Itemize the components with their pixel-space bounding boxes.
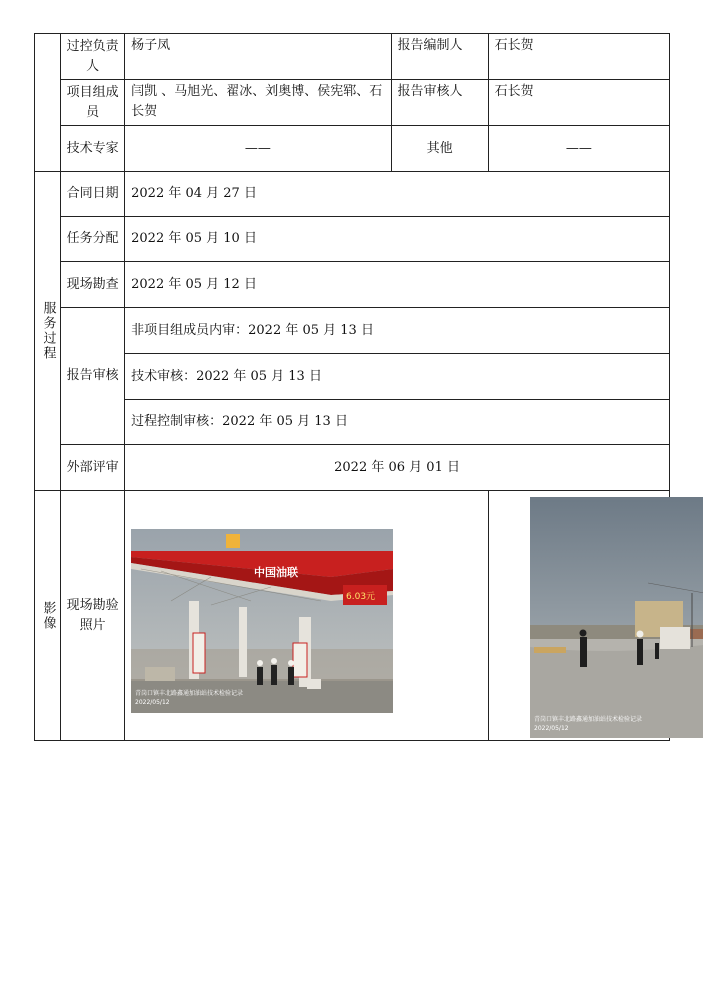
external-value: 2022 年 06 月 01 日 [125,445,670,491]
supervisor-value: 杨子凤 [125,34,391,80]
contract-row [35,172,670,217]
contract-value: 2022 年 04 月 27 日 [125,172,670,217]
review-item-technical: 技术审核：2022 年 05 月 13 日 [125,354,670,400]
images-label: 现场勘验照片 [61,491,125,741]
contract-label: 合同日期 [61,172,125,217]
photo2-stamp-line1: 青岗口镇丰北路鑫通加油站技术检验记录 [533,715,642,723]
members-label: 项目组成员 [61,80,125,126]
other-value: —— [488,126,669,172]
review-item-internal: 非项目组成员内审：2022 年 05 月 13 日 [125,308,670,354]
review-label: 报告审核 [61,308,125,445]
images-section-cell [35,491,61,741]
photo-cell-1 [125,491,489,741]
supervisor-label: 过控负责人 [61,34,125,80]
members-row [35,80,670,126]
service-section-cell [35,172,61,491]
survey-value: 2022 年 05 月 12 日 [125,262,670,308]
supervisor-row [35,34,670,80]
reviewer-value: 石长贺 [488,80,669,126]
members-value: 闫凯 、马旭光、翟冰、刘奥博、侯宪郓、石长贺 [125,80,391,126]
images-section-label: 影像 [40,600,56,631]
expert-row [35,126,670,172]
external-row [35,445,670,491]
report-table [34,33,670,741]
photo1-stamp-line1: 青岗口镇丰北路鑫通加油站技术检验记录 [135,689,244,697]
review-row-3 [35,400,670,445]
station-sign-text: 中国油联 [254,565,299,579]
service-section-label: 服务过程 [40,301,56,361]
survey-row [35,262,670,308]
price-display-text: 6.03元 [346,591,376,602]
gas-station-photo [131,529,393,713]
photo2-stamp-line2: 2022/05/12 [533,724,569,732]
assign-label: 任务分配 [61,217,125,262]
expert-value: —— [125,126,391,172]
images-row [35,491,670,741]
expert-label: 技术专家 [61,126,125,172]
other-label: 其他 [391,126,488,172]
assign-row [35,217,670,262]
review-row-2 [35,354,670,400]
survey-label: 现场勘查 [61,262,125,308]
review-item-process: 过程控制审核：2022 年 05 月 13 日 [125,400,670,445]
photo1-stamp-line2: 2022/05/12 [135,698,170,706]
external-label: 外部评审 [61,445,125,491]
reviewer-label: 报告审核人 [391,80,488,126]
photo-cell-2 [488,491,669,741]
blank-section-cell [35,34,61,172]
site-survey-photo [530,497,703,738]
compiler-label: 报告编制人 [391,34,488,80]
assign-value: 2022 年 05 月 10 日 [125,217,670,262]
review-row-1 [35,308,670,354]
compiler-value: 石长贺 [488,34,669,80]
